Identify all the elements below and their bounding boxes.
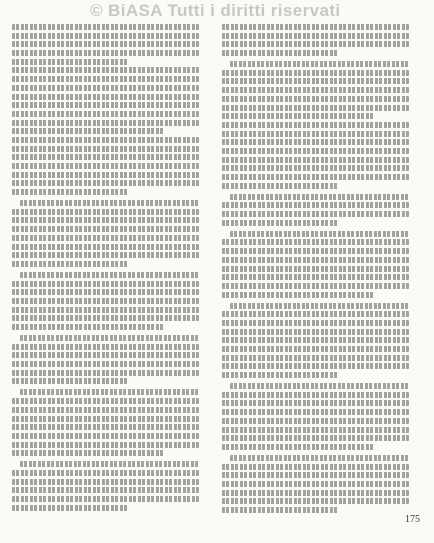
text-line bbox=[222, 311, 409, 317]
text-line bbox=[12, 154, 199, 160]
text-line bbox=[222, 498, 409, 504]
text-line bbox=[12, 163, 199, 169]
text-line bbox=[222, 320, 409, 326]
text-line bbox=[222, 392, 409, 398]
text-line bbox=[222, 472, 409, 478]
text-line bbox=[222, 266, 409, 272]
text-line bbox=[12, 235, 199, 241]
text-line bbox=[12, 85, 199, 91]
text-line bbox=[222, 464, 409, 470]
text-line bbox=[222, 139, 409, 145]
text-line bbox=[222, 507, 338, 513]
text-line bbox=[222, 165, 409, 171]
text-line bbox=[222, 148, 409, 154]
text-line bbox=[20, 335, 199, 341]
text-line bbox=[20, 200, 199, 206]
text-line bbox=[222, 202, 409, 208]
text-line bbox=[12, 281, 199, 287]
text-line bbox=[222, 24, 409, 30]
text-line bbox=[222, 105, 409, 111]
text-line bbox=[20, 272, 199, 278]
text-line bbox=[12, 41, 199, 47]
text-line bbox=[12, 361, 199, 367]
text-line bbox=[222, 337, 409, 343]
text-line bbox=[20, 461, 199, 467]
text-line bbox=[12, 370, 199, 376]
text-line bbox=[230, 231, 409, 237]
text-line bbox=[222, 131, 409, 137]
text-line bbox=[222, 481, 409, 487]
text-line bbox=[222, 113, 375, 119]
text-line bbox=[12, 424, 199, 430]
text-line bbox=[222, 400, 409, 406]
text-line bbox=[12, 209, 199, 215]
text-line bbox=[222, 50, 338, 56]
text-line bbox=[222, 418, 409, 424]
text-line bbox=[12, 450, 165, 456]
text-line bbox=[222, 257, 409, 263]
text-line bbox=[12, 94, 199, 100]
text-line bbox=[222, 70, 409, 76]
text-line bbox=[222, 363, 409, 369]
text-line bbox=[222, 211, 409, 217]
text-line bbox=[12, 120, 199, 126]
text-line bbox=[12, 352, 199, 358]
text-line bbox=[12, 128, 165, 134]
text-line bbox=[222, 346, 409, 352]
text-line bbox=[12, 189, 128, 195]
text-line bbox=[12, 146, 199, 152]
text-line bbox=[230, 61, 409, 67]
text-line bbox=[12, 261, 128, 267]
text-line bbox=[222, 427, 409, 433]
text-line bbox=[230, 194, 409, 200]
text-line bbox=[12, 479, 199, 485]
text-line bbox=[222, 444, 375, 450]
text-line bbox=[222, 41, 409, 47]
text-line bbox=[230, 383, 409, 389]
text-line bbox=[12, 33, 199, 39]
text-line bbox=[20, 389, 199, 395]
text-line bbox=[230, 455, 409, 461]
text-line bbox=[12, 487, 199, 493]
text-line bbox=[12, 67, 199, 73]
text-line bbox=[12, 289, 199, 295]
text-line bbox=[222, 435, 409, 441]
text-line bbox=[222, 96, 409, 102]
text-line bbox=[222, 157, 409, 163]
text-line bbox=[12, 378, 128, 384]
text-line bbox=[12, 307, 199, 313]
page-number: 175 bbox=[405, 514, 420, 525]
text-line bbox=[222, 283, 409, 289]
text-line bbox=[12, 433, 199, 439]
text-line bbox=[222, 33, 409, 39]
text-line bbox=[222, 372, 338, 378]
text-line bbox=[12, 252, 199, 258]
text-line bbox=[222, 329, 409, 335]
text-line bbox=[12, 111, 199, 117]
text-line bbox=[12, 315, 199, 321]
text-line bbox=[12, 24, 199, 30]
text-line bbox=[12, 137, 199, 143]
text-line bbox=[12, 407, 199, 413]
text-line bbox=[222, 292, 375, 298]
text-line bbox=[12, 50, 199, 56]
text-line bbox=[12, 172, 199, 178]
text-line bbox=[12, 344, 199, 350]
text-line bbox=[12, 416, 199, 422]
text-line bbox=[222, 87, 409, 93]
text-line bbox=[12, 76, 199, 82]
text-line bbox=[222, 248, 409, 254]
text-line bbox=[222, 274, 409, 280]
text-line bbox=[12, 470, 199, 476]
text-line bbox=[12, 244, 199, 250]
text-line bbox=[12, 324, 165, 330]
text-line bbox=[222, 220, 338, 226]
text-line bbox=[12, 180, 199, 186]
text-line bbox=[12, 496, 199, 502]
left-text-column bbox=[12, 24, 199, 513]
text-line bbox=[230, 303, 409, 309]
copyright-watermark: © BiASA Tutti i diritti riservati bbox=[90, 1, 341, 20]
text-line bbox=[12, 442, 199, 448]
text-line bbox=[222, 409, 409, 415]
text-line bbox=[222, 78, 409, 84]
right-text-column bbox=[222, 24, 409, 516]
text-line bbox=[12, 59, 128, 65]
text-line bbox=[12, 398, 199, 404]
text-line bbox=[222, 122, 409, 128]
text-line bbox=[222, 355, 409, 361]
text-line bbox=[222, 239, 409, 245]
text-line bbox=[12, 298, 199, 304]
text-line bbox=[222, 183, 338, 189]
text-line bbox=[12, 505, 128, 511]
text-line bbox=[12, 102, 199, 108]
text-line bbox=[12, 217, 199, 223]
text-line bbox=[222, 490, 409, 496]
text-line bbox=[12, 226, 199, 232]
text-line bbox=[222, 174, 409, 180]
